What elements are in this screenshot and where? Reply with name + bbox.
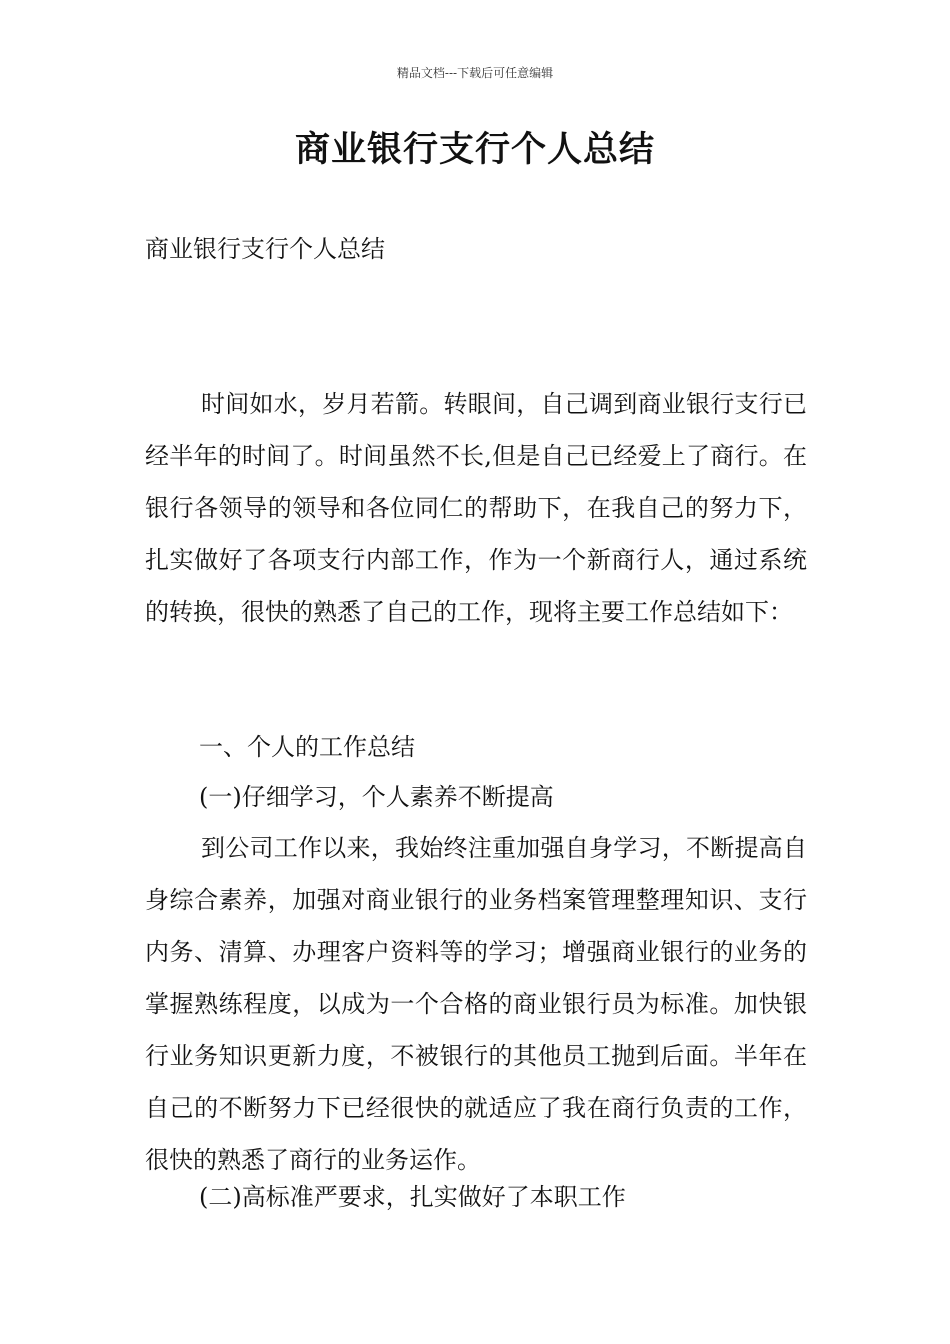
subsection-2-heading: (二)高标准严要求，扎实做好了本职工作 [199, 1183, 626, 1211]
subsection-1-paragraph: 到公司工作以来，我始终注重加强自身学习，不断提高自身综合素养，加强对商业银行的业务档案管理整理知识、支行内务、清算、办理客户资料等的学习；增强商业银行的业务的掌握熟练程度，以成为一个合格的商业银行员为标准。加快银行业务知识更新力度，不被银行的其他员工抛到后面。半年在自己的不断努力下已经很快的就适应了我在商行负责的工作，很快的熟悉了商行的业务运作。 [145, 834, 807, 1174]
document-title: 商业银行支行个人总结 [294, 129, 655, 170]
section-1-heading: 一、个人的工作总结 [199, 733, 415, 761]
document-subtitle: 商业银行支行个人总结 [145, 235, 385, 263]
page-header-note: 精品文档---下载后可任意编辑 [396, 66, 554, 80]
intro-paragraph: 时间如水，岁月若箭。转眼间，自己调到商业银行支行已经半年的时间了。时间虽然不长,但是自己已经爱上了商行。在银行各领导的领导和各位同仁的帮助下，在我自己的努力下，扎实做好了各项支行内部工作，作为一个新商行人，通过系统的转换，很快的熟悉了自己的工作，现将主要工作总结如下： [145, 390, 807, 626]
subsection-1-heading: (一)仔细学习，个人素养不断提高 [199, 783, 554, 811]
